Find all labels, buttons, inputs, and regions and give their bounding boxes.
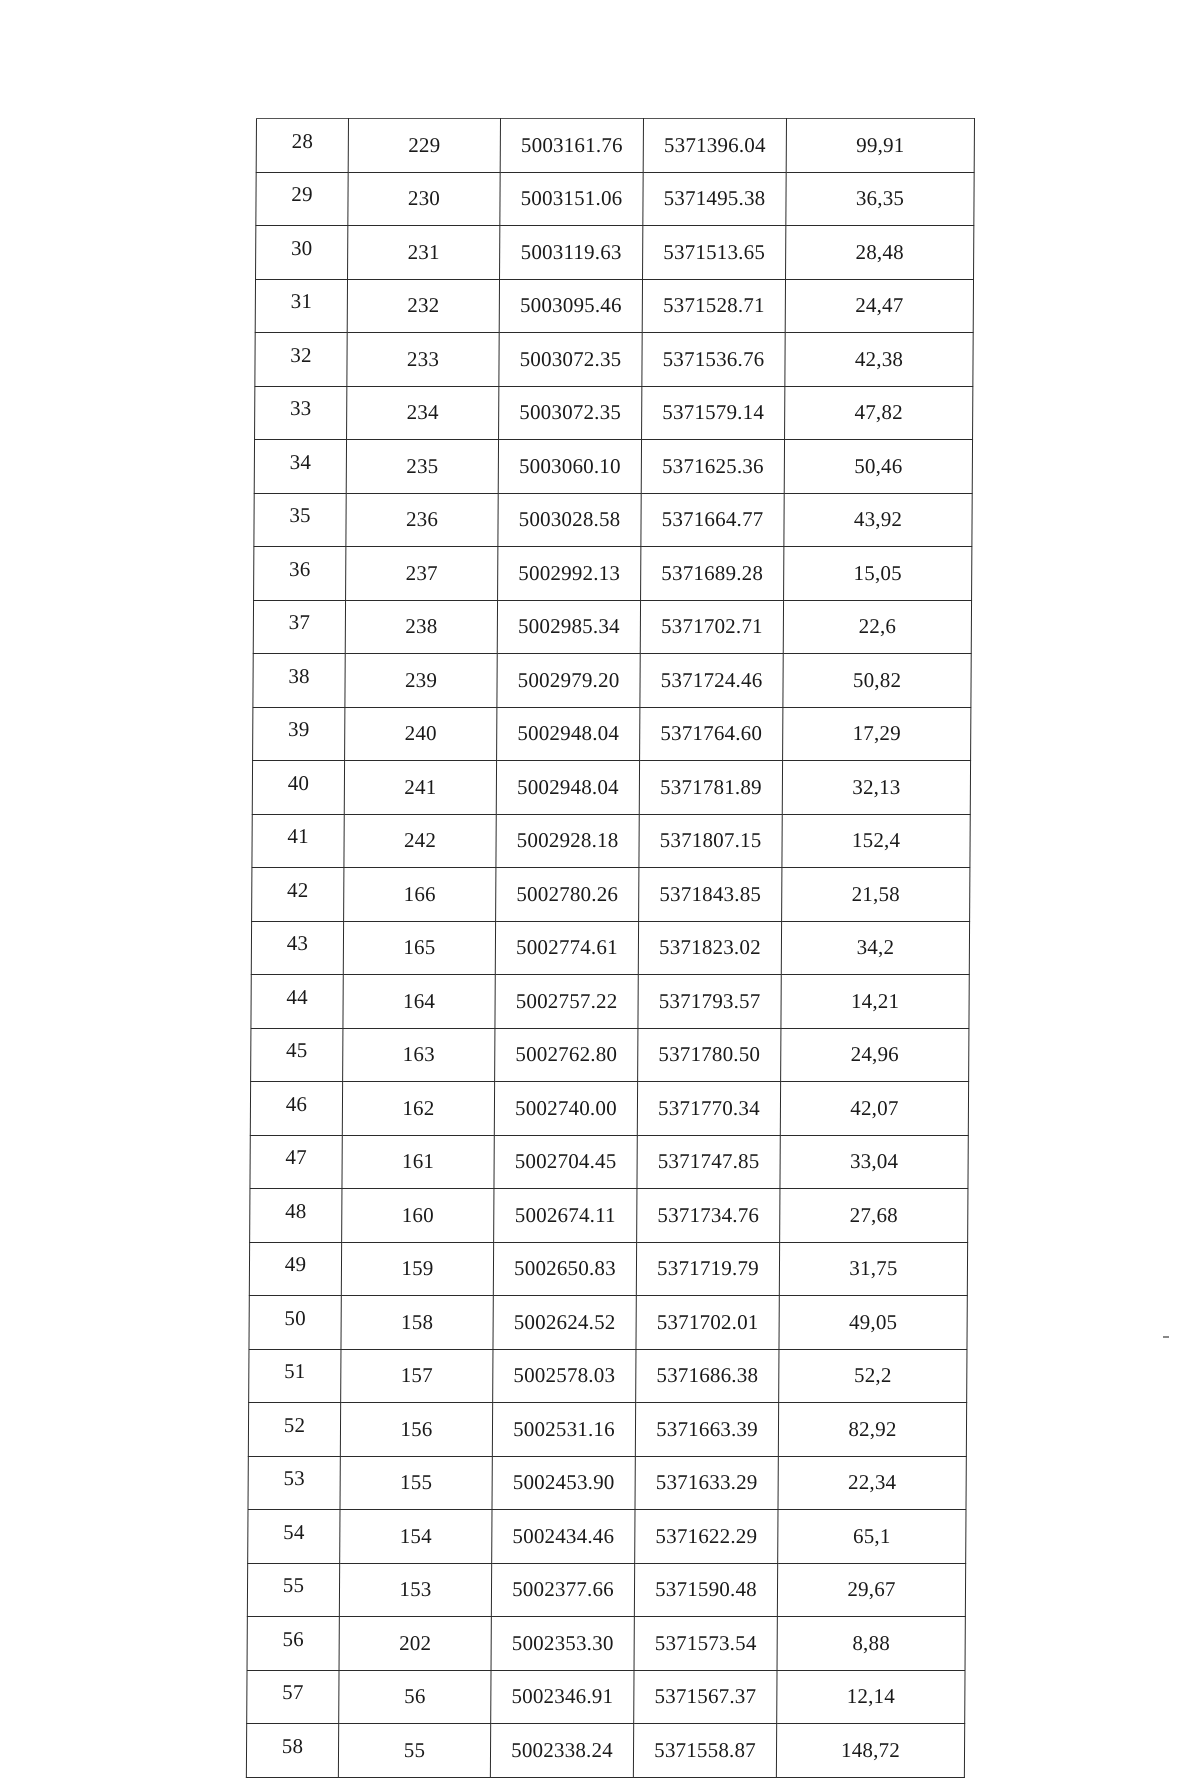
segment-length-cell: 8,88 [777,1617,965,1671]
table-row [246,1724,964,1778]
x-coordinate-cell: 5002757.22 [495,975,638,1029]
row-number-cell: 51 [249,1349,341,1403]
table-row [255,386,973,440]
y-coordinate-cell: 5371528.71 [642,279,785,333]
table-row [253,707,971,761]
table-row [253,654,971,708]
x-coordinate-cell: 5003095.46 [499,279,642,333]
row-number-cell: 48 [250,1189,342,1243]
segment-length-cell: 50,82 [783,654,971,708]
point-number-cell: 166 [344,868,496,922]
y-coordinate-cell: 5371781.89 [639,761,782,815]
x-coordinate-cell: 5003119.63 [500,226,643,280]
row-number-cell: 37 [253,600,345,654]
segment-length-cell: 152,4 [782,814,970,868]
y-coordinate-cell: 5371689.28 [641,547,784,601]
table-row [255,333,973,387]
x-coordinate-cell: 5002578.03 [493,1349,636,1403]
point-number-cell: 237 [346,547,498,601]
x-coordinate-cell: 5003161.76 [500,119,643,173]
segment-length-cell: 34,2 [781,921,969,975]
row-number-cell: 52 [248,1403,340,1457]
x-coordinate-cell: 5002377.66 [491,1563,634,1617]
row-number-cell: 35 [254,493,346,547]
x-coordinate-cell: 5002650.83 [493,1242,636,1296]
table-row [252,868,970,922]
row-number-cell: 42 [252,868,344,922]
point-number-cell: 157 [341,1349,493,1403]
row-number-cell: 47 [250,1135,342,1189]
point-number-cell: 232 [347,279,499,333]
y-coordinate-cell: 5371843.85 [639,868,782,922]
y-coordinate-cell: 5371793.57 [638,975,781,1029]
point-number-cell: 55 [338,1724,490,1778]
point-number-cell: 155 [340,1456,492,1510]
coordinates-table-body [246,119,974,1778]
table-row [256,119,974,173]
segment-length-cell: 49,05 [779,1296,967,1350]
x-coordinate-cell: 5002979.20 [497,654,640,708]
table-row [251,921,969,975]
segment-length-cell: 22,34 [778,1456,966,1510]
y-coordinate-cell: 5371807.15 [639,814,782,868]
point-number-cell: 242 [344,814,496,868]
row-number-cell: 34 [254,440,346,494]
y-coordinate-cell: 5371664.77 [641,493,784,547]
x-coordinate-cell: 5002704.45 [494,1135,637,1189]
x-coordinate-cell: 5002624.52 [493,1296,636,1350]
point-number-cell: 156 [340,1403,492,1457]
y-coordinate-cell: 5371396.04 [643,119,786,173]
x-coordinate-cell: 5003060.10 [498,440,641,494]
point-number-cell: 229 [348,119,500,173]
segment-length-cell: 24,47 [785,279,973,333]
row-number-cell: 46 [250,1082,342,1136]
table-row [250,1082,968,1136]
row-number-cell: 30 [256,226,348,280]
point-number-cell: 240 [345,707,497,761]
row-number-cell: 32 [255,333,347,387]
row-number-cell: 28 [256,119,348,173]
segment-length-cell: 32,13 [782,761,970,815]
table-row [254,493,972,547]
table-row [249,1296,967,1350]
x-coordinate-cell: 5002928.18 [496,814,639,868]
x-coordinate-cell: 5002531.16 [492,1403,635,1457]
x-coordinate-cell: 5002346.91 [491,1670,634,1724]
y-coordinate-cell: 5371719.79 [636,1242,779,1296]
point-number-cell: 159 [341,1242,493,1296]
y-coordinate-cell: 5371770.34 [637,1082,780,1136]
point-number-cell: 239 [345,654,497,708]
row-number-cell: 39 [253,707,345,761]
x-coordinate-cell: 5002762.80 [495,1028,638,1082]
point-number-cell: 165 [343,921,495,975]
point-number-cell: 162 [342,1082,494,1136]
segment-length-cell: 28,48 [786,226,974,280]
x-coordinate-cell: 5002780.26 [496,868,639,922]
row-number-cell: 45 [251,1028,343,1082]
point-number-cell: 230 [348,172,500,226]
row-number-cell: 56 [247,1617,339,1671]
row-number-cell: 44 [251,975,343,1029]
segment-length-cell: 42,07 [780,1082,968,1136]
table-row [250,1189,968,1243]
y-coordinate-cell: 5371764.60 [640,707,783,761]
segment-length-cell: 31,75 [779,1242,967,1296]
point-number-cell: 163 [343,1028,495,1082]
point-number-cell: 164 [343,975,495,1029]
row-number-cell: 50 [249,1296,341,1350]
row-number-cell: 36 [254,547,346,601]
y-coordinate-cell: 5371513.65 [643,226,786,280]
table-row [250,1135,968,1189]
row-number-cell: 40 [252,761,344,815]
y-coordinate-cell: 5371734.76 [637,1189,780,1243]
table-row [255,279,973,333]
row-number-cell: 49 [249,1242,341,1296]
row-number-cell: 54 [248,1510,340,1564]
point-number-cell: 161 [342,1135,494,1189]
point-number-cell: 158 [341,1296,493,1350]
point-number-cell: 241 [344,761,496,815]
row-number-cell: 58 [246,1724,338,1778]
segment-length-cell: 33,04 [780,1135,968,1189]
segment-length-cell: 148,72 [776,1724,964,1778]
table-row [249,1242,967,1296]
x-coordinate-cell: 5002674.11 [494,1189,637,1243]
x-coordinate-cell: 5003072.35 [499,333,642,387]
x-coordinate-cell: 5003072.35 [499,386,642,440]
y-coordinate-cell: 5371622.29 [635,1510,778,1564]
segment-length-cell: 47,82 [785,386,973,440]
point-number-cell: 202 [339,1617,491,1671]
y-coordinate-cell: 5371702.71 [640,600,783,654]
segment-length-cell: 52,2 [779,1349,967,1403]
point-number-cell: 154 [340,1510,492,1564]
row-number-cell: 43 [251,921,343,975]
y-coordinate-cell: 5371633.29 [635,1456,778,1510]
x-coordinate-cell: 5002992.13 [498,547,641,601]
table-row [254,547,972,601]
row-number-cell: 31 [255,279,347,333]
segment-length-cell: 50,46 [784,440,972,494]
x-coordinate-cell: 5003028.58 [498,493,641,547]
table-row [248,1403,966,1457]
table-row [247,1617,965,1671]
y-coordinate-cell: 5371823.02 [638,921,781,975]
table-row [247,1563,965,1617]
point-number-cell: 160 [342,1189,494,1243]
segment-length-cell: 99,91 [786,119,974,173]
y-coordinate-cell: 5371702.01 [636,1296,779,1350]
row-number-cell: 41 [252,814,344,868]
y-coordinate-cell: 5371558.87 [633,1724,776,1778]
table-row [252,761,970,815]
table-row [249,1349,967,1403]
x-coordinate-cell: 5002740.00 [494,1082,637,1136]
coordinates-table [246,118,975,1778]
segment-length-cell: 21,58 [782,868,970,922]
segment-length-cell: 24,96 [781,1028,969,1082]
x-coordinate-cell: 5002353.30 [491,1617,634,1671]
table-row [251,975,969,1029]
segment-length-cell: 14,21 [781,975,969,1029]
point-number-cell: 236 [346,493,498,547]
table-row [254,440,972,494]
row-number-cell: 38 [253,654,345,708]
point-number-cell: 56 [339,1670,491,1724]
y-coordinate-cell: 5371625.36 [641,440,784,494]
y-coordinate-cell: 5371747.85 [637,1135,780,1189]
point-number-cell: 234 [347,386,499,440]
x-coordinate-cell: 5002948.04 [496,761,639,815]
row-number-cell: 33 [255,386,347,440]
segment-length-cell: 27,68 [780,1189,968,1243]
segment-length-cell: 12,14 [777,1670,965,1724]
point-number-cell: 235 [346,440,498,494]
point-number-cell: 153 [339,1563,491,1617]
point-number-cell: 238 [345,600,497,654]
row-number-cell: 55 [247,1563,339,1617]
y-coordinate-cell: 5371567.37 [634,1670,777,1724]
table-row [251,1028,969,1082]
y-coordinate-cell: 5371536.76 [642,333,785,387]
table-row [247,1670,965,1724]
y-coordinate-cell: 5371686.38 [636,1349,779,1403]
point-number-cell: 233 [347,333,499,387]
row-number-cell: 53 [248,1456,340,1510]
segment-length-cell: 36,35 [786,172,974,226]
segment-length-cell: 42,38 [785,333,973,387]
segment-length-cell: 17,29 [783,707,971,761]
x-coordinate-cell: 5002985.34 [497,600,640,654]
segment-length-cell: 82,92 [778,1403,966,1457]
x-coordinate-cell: 5002338.24 [490,1724,633,1778]
y-coordinate-cell: 5371590.48 [634,1563,777,1617]
segment-length-cell: 22,6 [783,600,971,654]
x-coordinate-cell: 5002453.90 [492,1456,635,1510]
segment-length-cell: 65,1 [778,1510,966,1564]
y-coordinate-cell: 5371495.38 [643,172,786,226]
table-row [256,226,974,280]
x-coordinate-cell: 5003151.06 [500,172,643,226]
y-coordinate-cell: 5371663.39 [635,1403,778,1457]
scan-speck [1163,1336,1169,1338]
table-row [248,1510,966,1564]
row-number-cell: 57 [247,1670,339,1724]
y-coordinate-cell: 5371579.14 [642,386,785,440]
table-row [253,600,971,654]
point-number-cell: 231 [348,226,500,280]
row-number-cell: 29 [256,172,348,226]
x-coordinate-cell: 5002434.46 [492,1510,635,1564]
y-coordinate-cell: 5371780.50 [638,1028,781,1082]
segment-length-cell: 43,92 [784,493,972,547]
table-row [256,172,974,226]
x-coordinate-cell: 5002948.04 [497,707,640,761]
x-coordinate-cell: 5002774.61 [495,921,638,975]
segment-length-cell: 29,67 [777,1563,965,1617]
table-row [252,814,970,868]
segment-length-cell: 15,05 [784,547,972,601]
table-row [248,1456,966,1510]
y-coordinate-cell: 5371724.46 [640,654,783,708]
y-coordinate-cell: 5371573.54 [634,1617,777,1671]
